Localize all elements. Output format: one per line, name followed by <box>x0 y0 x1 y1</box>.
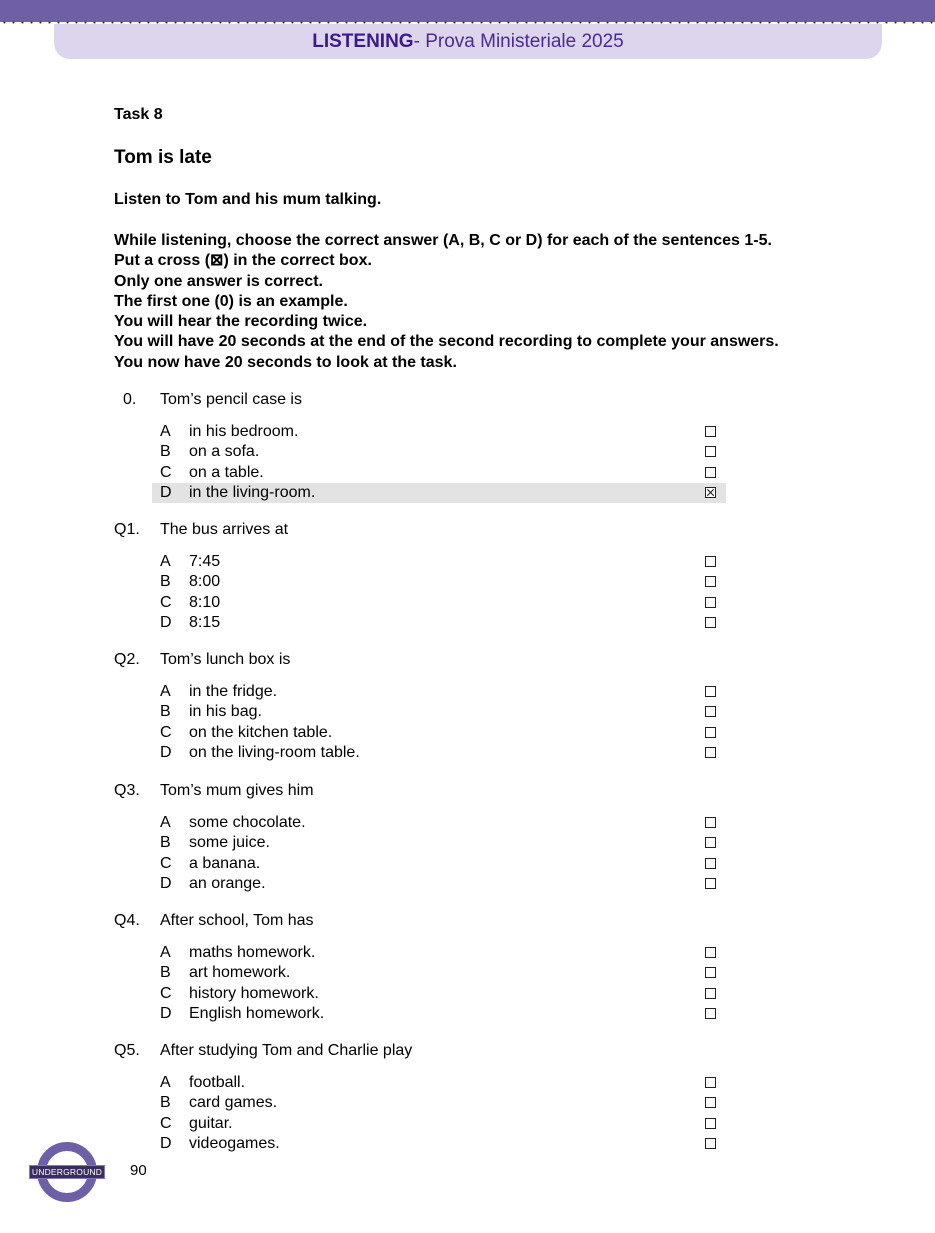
option-letter: A <box>160 683 171 701</box>
option-text: 8:15 <box>189 614 221 632</box>
option-row[interactable] <box>114 723 734 743</box>
option-row[interactable] <box>114 1073 734 1093</box>
option-text: a banana. <box>189 854 261 872</box>
page-number: 90 <box>130 1162 147 1179</box>
option-letter: D <box>160 484 172 502</box>
instruction-line: Only one answer is correct. <box>114 272 323 290</box>
option-letter: B <box>160 834 171 852</box>
question-4 <box>114 911 734 1024</box>
roundel-bar <box>29 1165 105 1179</box>
question-number: Q4. <box>114 912 140 929</box>
option-row-selected[interactable] <box>152 483 726 503</box>
option-letter: B <box>160 964 171 982</box>
instruction-line: While listening, choose the correct answer (A, B, C or D) for each of the sentences 1-5. <box>114 232 772 249</box>
answer-checkbox[interactable] <box>705 446 716 457</box>
option-row[interactable] <box>114 743 734 763</box>
task-instructions <box>114 231 779 373</box>
answer-checkbox-checked[interactable] <box>705 487 716 498</box>
option-text: in his bag. <box>189 703 262 721</box>
answer-checkbox[interactable] <box>705 1097 716 1108</box>
question-text: Tom’s pencil case is <box>160 391 302 408</box>
question-number: Q3. <box>114 782 140 799</box>
option-text: 8:00 <box>189 573 221 591</box>
option-row[interactable] <box>114 1134 734 1154</box>
answer-checkbox[interactable] <box>705 1138 716 1149</box>
option-text: on the kitchen table. <box>189 723 333 741</box>
option-letter: D <box>160 1135 172 1153</box>
answer-checkbox[interactable] <box>705 556 716 567</box>
option-letter: A <box>160 423 171 441</box>
option-letter: A <box>160 814 171 832</box>
option-row[interactable] <box>114 1093 734 1113</box>
option-letter: A <box>160 944 171 962</box>
instruction-line: You now have 20 seconds to look at the task. <box>114 353 457 371</box>
option-row[interactable] <box>114 963 734 983</box>
answer-checkbox[interactable] <box>705 967 716 978</box>
logo-text: UNDERGROUND <box>31 1167 103 1177</box>
answer-checkbox[interactable] <box>705 747 716 758</box>
option-text: card games. <box>189 1094 278 1112</box>
option-text: on a table. <box>189 463 264 481</box>
option-letter: D <box>160 614 172 632</box>
instruction-line: Put a cross (⊠) in the correct box. <box>114 252 372 270</box>
option-row[interactable] <box>114 1004 734 1024</box>
answer-checkbox[interactable] <box>705 1008 716 1019</box>
option-letter: A <box>160 553 171 571</box>
option-row[interactable] <box>114 442 734 462</box>
task-lead: Listen to Tom and his mum talking. <box>114 191 382 208</box>
option-letter: D <box>160 1005 172 1023</box>
option-text: videogames. <box>189 1135 280 1153</box>
answer-checkbox[interactable] <box>705 1077 716 1088</box>
option-row[interactable] <box>114 613 734 633</box>
option-letter: C <box>160 463 172 481</box>
option-letter: C <box>160 854 172 872</box>
option-letter: C <box>160 984 172 1002</box>
option-text: in his bedroom. <box>189 423 299 441</box>
underground-logo <box>29 1142 105 1206</box>
question-example <box>114 390 734 503</box>
header-subtitle: - Prova Ministeriale 2025 <box>413 30 624 52</box>
option-letter: B <box>160 1094 171 1112</box>
question-text: After studying Tom and Charlie play <box>160 1042 413 1059</box>
answer-checkbox[interactable] <box>705 727 716 738</box>
option-text: in the living-room. <box>189 484 316 502</box>
question-2 <box>114 650 734 763</box>
answer-checkbox[interactable] <box>705 686 716 697</box>
option-text: some chocolate. <box>189 814 306 832</box>
answer-checkbox[interactable] <box>705 817 716 828</box>
answer-checkbox[interactable] <box>705 576 716 587</box>
instruction-line: You will have 20 seconds at the end of the second recording to complete your answers. <box>114 333 779 351</box>
question-text: Tom’s lunch box is <box>160 651 291 668</box>
task-title: Tom is late <box>114 147 212 168</box>
header-band <box>0 0 935 22</box>
option-text: art homework. <box>189 964 291 982</box>
answer-checkbox[interactable] <box>705 706 716 717</box>
option-letter: C <box>160 593 172 611</box>
answer-checkbox[interactable] <box>705 1118 716 1129</box>
question-3 <box>114 781 734 894</box>
answer-checkbox[interactable] <box>705 947 716 958</box>
option-text: football. <box>189 1074 246 1092</box>
option-row[interactable] <box>114 1114 734 1134</box>
option-row[interactable] <box>114 682 734 702</box>
option-letter: B <box>160 443 171 461</box>
instruction-line: The first one (0) is an example. <box>114 292 348 310</box>
option-letter: C <box>160 723 172 741</box>
option-letter: D <box>160 875 172 893</box>
answer-checkbox[interactable] <box>705 878 716 889</box>
answer-checkbox[interactable] <box>705 426 716 437</box>
option-row[interactable] <box>114 463 734 483</box>
section-label: LISTENING <box>312 30 414 52</box>
option-text: English homework. <box>189 1005 325 1023</box>
option-row[interactable] <box>114 552 734 572</box>
question-text: Tom’s mum gives him <box>160 782 314 799</box>
option-row[interactable] <box>114 593 734 613</box>
option-letter: B <box>160 573 171 591</box>
answer-checkbox[interactable] <box>705 467 716 478</box>
task-number: Task 8 <box>114 106 163 123</box>
question-number: 0. <box>123 391 137 408</box>
option-text: history homework. <box>189 984 319 1002</box>
question-1 <box>114 520 734 633</box>
option-letter: D <box>160 744 172 762</box>
option-text: an orange. <box>189 875 266 893</box>
question-number: Q2. <box>114 651 140 668</box>
option-row[interactable] <box>114 422 734 442</box>
option-text: on a sofa. <box>189 443 260 461</box>
option-text: guitar. <box>189 1114 233 1132</box>
option-row[interactable] <box>114 833 734 853</box>
option-letter: B <box>160 703 171 721</box>
question-5 <box>114 1041 734 1154</box>
answer-checkbox[interactable] <box>705 837 716 848</box>
answer-checkbox[interactable] <box>705 988 716 999</box>
option-text: in the fridge. <box>189 683 278 701</box>
option-text: on the living-room table. <box>189 744 360 762</box>
question-text: The bus arrives at <box>160 521 289 538</box>
option-text: maths homework. <box>189 944 316 962</box>
option-letter: A <box>160 1074 171 1092</box>
option-text: 7:45 <box>189 553 221 571</box>
page-header <box>54 24 882 59</box>
option-row[interactable] <box>114 874 734 894</box>
option-row[interactable] <box>114 943 734 963</box>
option-row[interactable] <box>114 572 734 592</box>
instruction-line: You will hear the recording twice. <box>114 313 368 331</box>
option-text: 8:10 <box>189 593 221 611</box>
answer-checkbox[interactable] <box>705 597 716 608</box>
option-text: some juice. <box>189 834 270 852</box>
question-number: Q1. <box>114 521 140 538</box>
answer-checkbox[interactable] <box>705 858 716 869</box>
answer-checkbox[interactable] <box>705 617 716 628</box>
question-text: After school, Tom has <box>160 912 314 929</box>
option-letter: C <box>160 1114 172 1132</box>
option-row[interactable] <box>114 813 734 833</box>
option-row[interactable] <box>114 702 734 722</box>
option-row[interactable] <box>114 984 734 1004</box>
option-row[interactable] <box>114 854 734 874</box>
question-number: Q5. <box>114 1042 140 1059</box>
